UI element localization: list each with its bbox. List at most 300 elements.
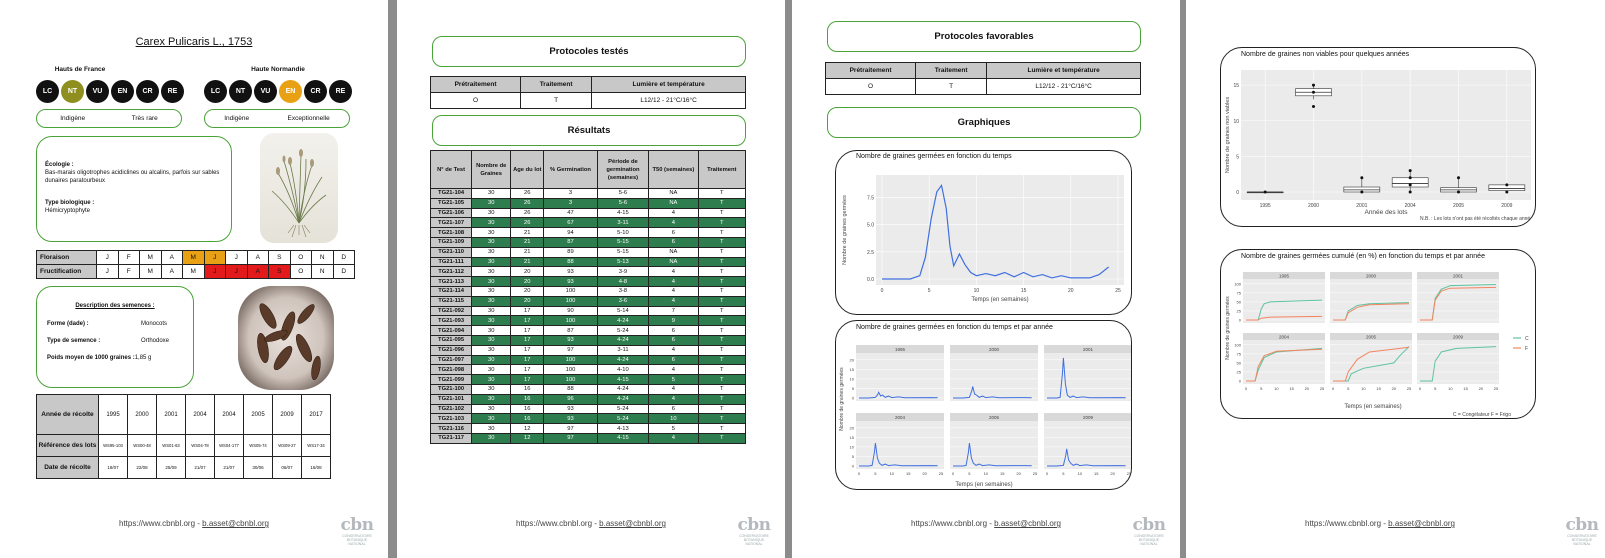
y-tick-label: 0 [1238, 378, 1241, 384]
harvest-cell: WS09-27 [273, 435, 302, 457]
month-cell: M [183, 265, 205, 279]
x-tick-label: 15 [1289, 386, 1294, 391]
month-cell: J [226, 251, 248, 265]
y-tick-label: 10 [849, 376, 854, 382]
footer-site[interactable]: https://www.cbnbl.org [911, 519, 988, 528]
footer-mail[interactable]: b.asset@cbnbl.org [599, 519, 666, 528]
results-cell: 26 [511, 189, 544, 199]
results-cell: TG21-116 [431, 424, 472, 434]
harvest-cell: 18/07 [99, 457, 128, 479]
month-cell: J [226, 265, 248, 279]
y-tick-label: 15 [849, 366, 854, 372]
results-table [430, 150, 746, 444]
results-cell: 17 [511, 355, 544, 365]
x-tick-label: 20 [922, 471, 927, 476]
results-cell: 4-24 [597, 355, 648, 365]
data-point [1505, 183, 1508, 186]
status-en: EN [279, 80, 302, 103]
results-cell: TG21-103 [431, 414, 472, 424]
results-cell: T [698, 316, 745, 326]
y-tick-label: 20 [849, 425, 854, 431]
y-tick-label: 75 [1236, 351, 1241, 357]
results-cell: TG21-115 [431, 296, 472, 306]
results-cell: 16 [511, 404, 544, 414]
data-point [1360, 176, 1363, 179]
status-re: RE [329, 80, 352, 103]
results-cell: TG21-111 [431, 257, 472, 267]
x-tick-label: 10 [1448, 386, 1453, 391]
x-tick-label: 20 [1068, 288, 1074, 294]
table-row [431, 228, 746, 238]
plot-panel [876, 175, 1124, 285]
y-tick-label: 15 [849, 434, 854, 440]
status-pills [36, 109, 182, 128]
ecology-box [36, 136, 232, 242]
results-cell: 30 [472, 414, 511, 424]
month-cell: O [290, 251, 312, 265]
results-cell: 4 [649, 218, 698, 228]
x-tick-label: 0 [1418, 386, 1422, 391]
results-cell: 4-24 [597, 384, 648, 394]
results-cell: 6 [649, 355, 698, 365]
results-cell: 30 [472, 286, 511, 296]
results-header: Nombre de Graines [472, 151, 511, 189]
pill-rarete: Exceptionnelle [287, 115, 330, 122]
results-cell: T [698, 208, 745, 218]
results-cell: 30 [472, 189, 511, 199]
footer-site[interactable]: https://www.cbnbl.org [516, 519, 593, 528]
results-cell: T [698, 277, 745, 287]
results-cell: 16 [511, 384, 544, 394]
results-cell: 30 [472, 375, 511, 385]
results-cell: 30 [472, 335, 511, 345]
seed-type-label: Type de semence : [47, 338, 101, 344]
footer-site[interactable]: https://www.cbnbl.org [1305, 519, 1382, 528]
results-cell: T [698, 345, 745, 355]
harvest-cell: WS04-177 [215, 435, 244, 457]
table-row [431, 355, 746, 365]
status-re: RE [161, 80, 184, 103]
data-point [1409, 169, 1412, 172]
phenology-table [36, 250, 355, 279]
x-tick-label: 10 [983, 471, 989, 476]
results-cell: T [698, 257, 745, 267]
chart3-svg [1221, 48, 1536, 227]
results-cell: 87 [544, 237, 598, 247]
results-cell: T [698, 198, 745, 208]
footer-separator: - [1381, 519, 1389, 528]
table-row [431, 424, 746, 434]
x-tick-label: 25 [1126, 471, 1132, 476]
results-cell: 5-24 [597, 414, 648, 424]
results-cell: 90 [544, 306, 598, 316]
x-tick-label: 20 [1304, 386, 1310, 391]
data-point [1409, 176, 1412, 179]
results-cell: 3 [544, 189, 598, 199]
month-cell: J [204, 251, 226, 265]
x-tick-label: 15 [1093, 471, 1099, 476]
results-cell: 20 [511, 277, 544, 287]
logo-sub: CONSERVATOIRE BOTANIQUE NATIONAL [342, 534, 372, 546]
harvest-cell: 21/07 [215, 457, 244, 479]
phenology-label: Fructification [37, 265, 97, 279]
x-tick-label: 5 [1062, 471, 1065, 476]
results-cell: T [698, 247, 745, 257]
status-lc: LC [36, 80, 59, 103]
x-axis-label: Temps (en semaines) [955, 482, 1013, 488]
y-tick-label: 100 [1234, 342, 1241, 348]
results-cell: 97 [544, 424, 598, 434]
results-cell: 30 [472, 384, 511, 394]
harvest-cell: 2005 [244, 395, 273, 435]
x-tick-label: 2005 [1452, 203, 1465, 209]
status-lc: LC [204, 80, 227, 103]
results-cell: 30 [472, 237, 511, 247]
header-cell: Prétraitement [431, 77, 521, 93]
results-cell: 7 [649, 306, 698, 316]
facet-label: 1995 [1278, 273, 1290, 279]
results-cell: 17 [511, 375, 544, 385]
results-cell: 93 [544, 335, 598, 345]
y-tick-label: 15 [1233, 83, 1239, 90]
results-cell: 30 [472, 218, 511, 228]
data-point [1312, 105, 1315, 108]
results-cell: 6 [649, 335, 698, 345]
data-point [1312, 91, 1315, 94]
ecology-label: Écologie : [45, 162, 74, 168]
x-tick-label: 15 [1463, 386, 1468, 391]
y-tick-label: 0.0 [867, 277, 874, 283]
footer-separator: - [195, 519, 203, 528]
cell: T [916, 79, 987, 95]
graphics-title: Graphiques [827, 107, 1141, 138]
x-tick-label: 5 [1347, 386, 1350, 391]
logo-sub: CONSERVATOIRE BOTANIQUE NATIONAL [1567, 534, 1597, 546]
results-cell: 30 [472, 394, 511, 404]
results-cell: T [698, 365, 745, 375]
results-cell: 26 [511, 208, 544, 218]
results-cell: 93 [544, 404, 598, 414]
y-tick-label: 25 [1236, 369, 1241, 375]
month-cell: A [247, 265, 269, 279]
x-tick-label: 20 [1016, 471, 1021, 476]
facet-label: 2005 [988, 415, 1000, 420]
cell: O [431, 93, 521, 109]
results-cell: 30 [472, 306, 511, 316]
chart4-svg [1221, 250, 1536, 419]
results-cell: 6 [649, 228, 698, 238]
pill-indigenat: Indigène [60, 115, 86, 122]
cell: L12/12 - 21°C/16°C [987, 79, 1141, 95]
results-cell: T [698, 326, 745, 336]
x-tick-label: 15 [1020, 288, 1027, 294]
results-cell: 97 [544, 345, 598, 355]
y-tick-label: 50 [1236, 299, 1241, 305]
facet-label: 2005 [1365, 334, 1377, 340]
facet-panel [1044, 353, 1132, 401]
x-tick-label: 25 [1032, 471, 1038, 476]
results-cell: TG21-109 [431, 237, 472, 247]
x-tick-label: 10 [973, 288, 980, 294]
x-tick-label: 15 [999, 471, 1005, 476]
results-cell: 17 [511, 365, 544, 375]
facet-label: 2009 [1082, 415, 1094, 420]
data-point [1457, 176, 1460, 179]
y-tick-label: 75 [1236, 290, 1241, 296]
favorable-protocols-title: Protocoles favorables [827, 21, 1141, 52]
x-tick-label: 2009 [1501, 203, 1513, 209]
table-row [431, 414, 746, 424]
results-cell: 17 [511, 306, 544, 316]
results-cell: 16 [511, 414, 544, 424]
results-cell: TG21-110 [431, 247, 472, 257]
harvest-cell: 25/09 [157, 457, 186, 479]
status-pills [204, 109, 350, 128]
results-cell: T [698, 267, 745, 277]
results-cell: 9 [649, 316, 698, 326]
results-cell: 30 [472, 365, 511, 375]
x-tick-label: 5 [1434, 386, 1437, 391]
y-tick-label: 0 [1236, 190, 1239, 196]
results-cell: T [698, 433, 745, 443]
harvest-cell: WS95-103 [99, 435, 128, 457]
status-vu: VU [254, 80, 277, 103]
results-cell: 17 [511, 335, 544, 345]
ecology-text: Bas-marais oligotrophes acidiclines ou alcalins, parfois sur sables dunaires paratourbeux [45, 170, 220, 184]
footer-mail[interactable]: b.asset@cbnbl.org [994, 519, 1061, 528]
page-1 [0, 0, 388, 558]
x-axis-label: Temps (en semaines) [971, 297, 1029, 303]
results-cell: 17 [511, 316, 544, 326]
month-cell: A [161, 251, 183, 265]
status-en: EN [111, 80, 134, 103]
results-cell: 5-15 [597, 237, 648, 247]
harvest-label: Année de récolte [37, 395, 99, 435]
results-cell: TG21-114 [431, 286, 472, 296]
results-cell: T [698, 335, 745, 345]
results-cell: 4 [649, 394, 698, 404]
results-cell: 26 [511, 218, 544, 228]
page-3 [792, 0, 1180, 558]
results-cell: TG21-104 [431, 189, 472, 199]
logo-text: cbn [340, 515, 374, 535]
results-cell: 12 [511, 433, 544, 443]
results-cell: 20 [511, 296, 544, 306]
month-cell: D [333, 265, 355, 279]
results-cell: TG21-106 [431, 208, 472, 218]
table-row [431, 345, 746, 355]
table-row [431, 267, 746, 277]
y-axis-label: Nombre de graines non viables [1225, 96, 1231, 174]
results-cell: 5-13 [597, 257, 648, 267]
y-tick-label: 20 [849, 357, 854, 363]
protocols-title: Protocoles testés [432, 36, 746, 67]
results-cell: 93 [544, 277, 598, 287]
results-cell: 96 [544, 394, 598, 404]
results-cell: 26 [511, 198, 544, 208]
results-cell: NA [649, 247, 698, 257]
logo-text: cbn [1565, 515, 1599, 535]
results-cell: 30 [472, 296, 511, 306]
results-cell: T [698, 355, 745, 365]
status-nt: NT [229, 80, 252, 103]
results-cell: 5 [649, 424, 698, 434]
results-cell: 93 [544, 414, 598, 424]
results-cell: 100 [544, 316, 598, 326]
facet-label: 2001 [1082, 347, 1094, 352]
table-row [431, 237, 746, 247]
results-cell: 4 [649, 365, 698, 375]
results-cell: 94 [544, 228, 598, 238]
chart-germination-year [835, 320, 1132, 490]
legend-label: F [1525, 346, 1529, 352]
results-cell: 4 [649, 384, 698, 394]
results-cell: T [698, 404, 745, 414]
y-tick-label: 5.0 [867, 222, 874, 229]
poids-label: Poids moyen de 1000 graines : [47, 355, 135, 361]
header-cell: Traitement [521, 77, 592, 93]
results-cell: 30 [472, 355, 511, 365]
harvest-cell: 2001 [157, 395, 186, 435]
cell: T [521, 93, 592, 109]
results-cell: T [698, 228, 745, 238]
page-2 [397, 0, 785, 558]
status-circles [36, 80, 184, 103]
results-cell: 5-24 [597, 404, 648, 414]
x-tick-label: 0 [951, 471, 955, 476]
results-cell: 30 [472, 404, 511, 414]
harvest-cell: 16/08 [302, 457, 331, 479]
logo-text: cbn [1132, 515, 1166, 535]
facet-label: 2004 [894, 415, 906, 420]
table-row [431, 404, 746, 414]
table-row [431, 218, 746, 228]
footer-mail[interactable]: b.asset@cbnbl.org [202, 519, 269, 528]
results-header: Age du lot [511, 151, 544, 189]
results-cell: T [698, 306, 745, 316]
harvest-cell: 30/06 [244, 457, 273, 479]
logo-sub: CONSERVATOIRE BOTANIQUE NATIONAL [739, 534, 769, 546]
data-point [1409, 191, 1412, 194]
results-cell: 4 [649, 286, 698, 296]
harvest-cell: WS05-74 [244, 435, 273, 457]
results-cell: 10 [649, 414, 698, 424]
month-cell: F [118, 251, 140, 265]
facet-panel [856, 353, 944, 401]
x-tick-label: 2004 [1404, 203, 1416, 209]
data-point [1409, 183, 1412, 186]
facet-label: 2000 [1365, 273, 1377, 279]
results-cell: TG21-105 [431, 198, 472, 208]
seeds-photo [238, 286, 334, 390]
data-point [1264, 191, 1267, 194]
species-title: Carex Pulicaris L., 1753 [135, 36, 253, 48]
protocols-table [430, 76, 746, 109]
cbn-logo [1563, 517, 1601, 546]
results-cell: NA [649, 189, 698, 199]
results-cell: 30 [472, 424, 511, 434]
x-tick-label: 0 [880, 288, 884, 294]
results-cell: 21 [511, 237, 544, 247]
cbn-logo [735, 517, 773, 546]
month-cell: F [118, 265, 140, 279]
results-cell: 30 [472, 198, 511, 208]
results-cell: 88 [544, 384, 598, 394]
harvest-label: Date de récolte [37, 457, 99, 479]
y-tick-label: 5 [851, 385, 854, 391]
x-tick-label: 5 [968, 471, 971, 476]
results-cell: 6 [649, 237, 698, 247]
harvest-cell: 2004 [215, 395, 244, 435]
results-header: N° de Test [431, 151, 472, 189]
results-cell: 21 [511, 257, 544, 267]
results-cell: 5-14 [597, 306, 648, 316]
facet-panel [1330, 279, 1412, 323]
chart-cumulative [1220, 249, 1536, 419]
month-cell: O [290, 265, 312, 279]
x-tick-label: 5 [927, 288, 931, 294]
month-cell: A [161, 265, 183, 279]
facet-panel [950, 421, 1038, 469]
page-4 [1186, 0, 1605, 558]
month-cell: D [333, 251, 355, 265]
results-cell: TG21-102 [431, 404, 472, 414]
results-cell: 30 [472, 228, 511, 238]
month-cell: J [204, 265, 226, 279]
results-cell: 4 [649, 433, 698, 443]
footer-mail[interactable]: b.asset@cbnbl.org [1388, 519, 1455, 528]
results-cell: TG21-108 [431, 228, 472, 238]
table-row [431, 326, 746, 336]
results-cell: NA [649, 257, 698, 267]
results-cell: 4-24 [597, 394, 648, 404]
results-cell: 5-24 [597, 326, 648, 336]
x-tick-label: 20 [1478, 386, 1484, 391]
results-cell: 97 [544, 433, 598, 443]
table-row [431, 394, 746, 404]
results-cell: TG21-099 [431, 375, 472, 385]
chart-note: N.B. : Les lots n'ont pas été récoltés chaque année [1420, 216, 1533, 222]
results-cell: 4-15 [597, 208, 648, 218]
region-name: Hauts de France [54, 66, 106, 73]
month-cell: J [97, 251, 119, 265]
results-cell: 30 [472, 326, 511, 336]
cell: L12/12 - 21°C/16°C [592, 93, 746, 109]
cbn-logo [338, 517, 376, 546]
chart-title: Nombre de graines germées en fonction du temps et par année [856, 324, 1053, 331]
results-cell: 17 [511, 345, 544, 355]
footer [792, 519, 1180, 528]
plot-panel [1241, 70, 1531, 200]
results-cell: 4 [649, 296, 698, 306]
chart-title: Nombre de graines non viables pour quelques années [1241, 51, 1410, 58]
x-tick-label: 10 [1077, 471, 1083, 476]
status-circles [204, 80, 352, 103]
facet-label: 2001 [1452, 273, 1464, 279]
table-row [431, 316, 746, 326]
y-tick-label: 5 [1236, 154, 1239, 161]
harvest-cell: WS17-34 [302, 435, 331, 457]
results-cell: T [698, 375, 745, 385]
results-cell: 3-6 [597, 296, 648, 306]
header-cell: Traitement [916, 63, 987, 79]
month-cell: N [312, 251, 334, 265]
month-cell: M [140, 251, 162, 265]
table-row [431, 277, 746, 287]
results-cell: 3-9 [597, 267, 648, 277]
results-cell: T [698, 218, 745, 228]
footer-site[interactable]: https://www.cbnbl.org [119, 519, 196, 528]
